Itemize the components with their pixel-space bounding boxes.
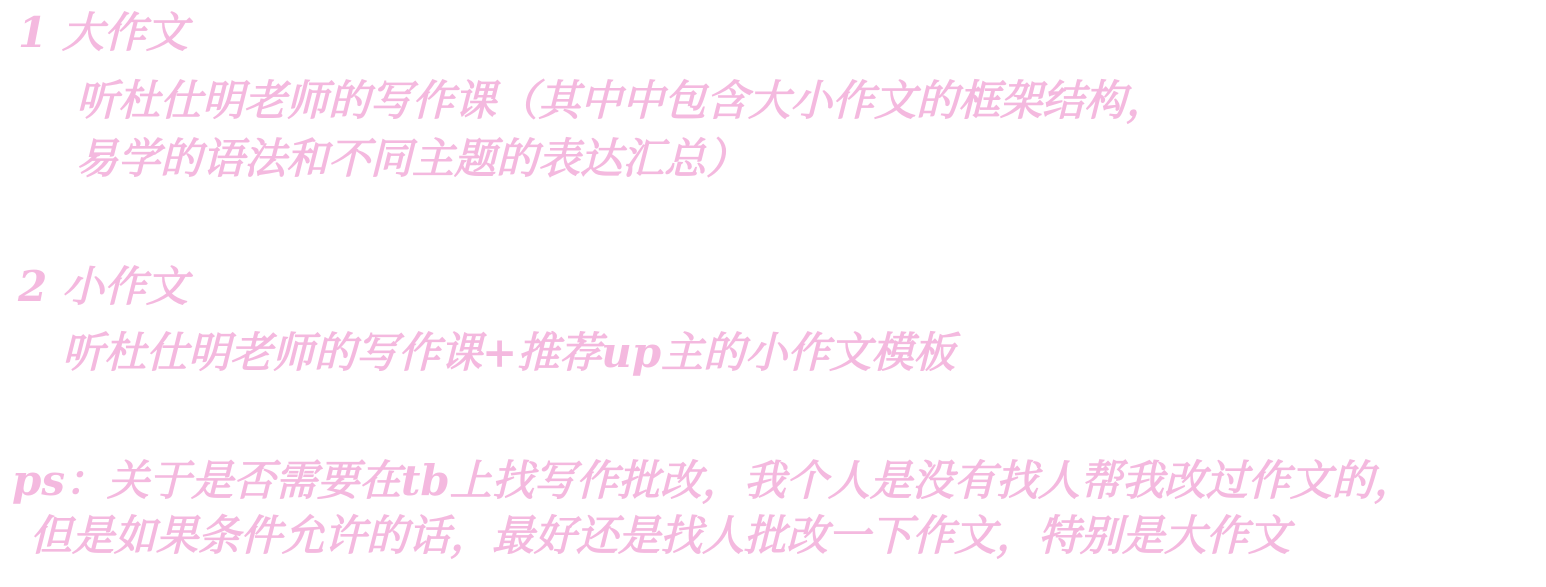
section-2-heading: 2 小作文 bbox=[18, 262, 188, 311]
section-1-line-2: 易学的语法和不同主题的表达汇总） bbox=[76, 134, 749, 183]
section-1-heading: 1 大作文 bbox=[18, 8, 188, 57]
section-1-line-1: 听杜仕明老师的写作课（其中中包含大小作文的框架结构， bbox=[76, 76, 1169, 125]
ps-line-1: ps：关于是否需要在tb上找写作批改，我个人是没有找人帮我改过作文的， bbox=[12, 456, 1416, 505]
section-2-line-1: 听杜仕明老师的写作课+推荐up主的小作文模板 bbox=[62, 328, 956, 377]
ps-line-2: 但是如果条件允许的话，最好还是找人批改一下作文，特别是大作文 bbox=[30, 511, 1291, 560]
